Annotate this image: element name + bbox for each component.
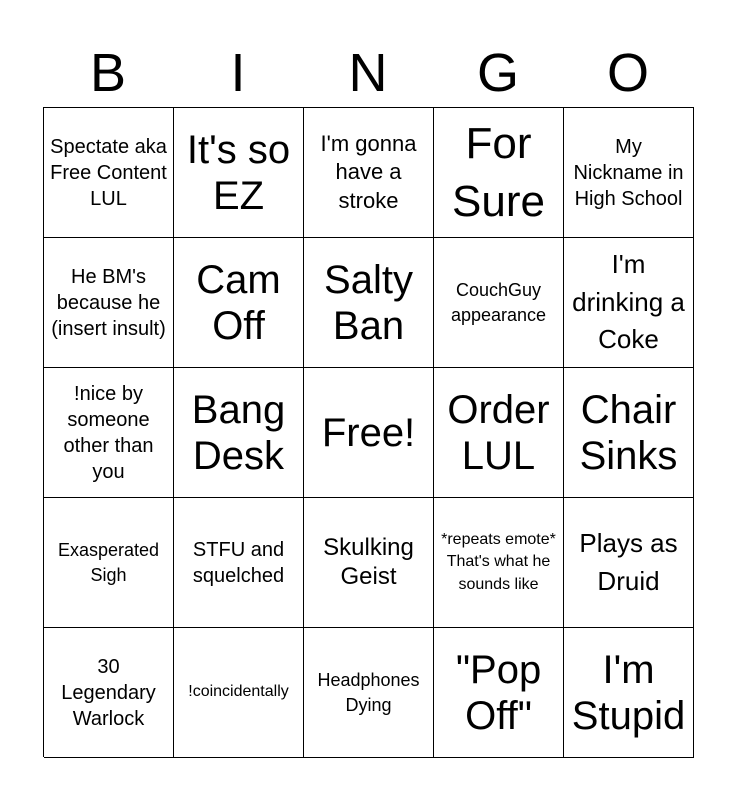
bingo-cell[interactable]: Plays as Druid [564,498,694,628]
bingo-cell[interactable]: Cam Off [174,238,304,368]
bingo-cell[interactable]: I'm drinking a Coke [564,238,694,368]
header-letter-i: I [230,43,246,103]
bingo-cell[interactable]: For Sure [434,108,564,238]
header-letter-o: O [606,43,649,103]
bingo-cell[interactable]: It's so EZ [174,108,304,238]
bingo-cell[interactable]: Skulking Geist [304,498,434,628]
bingo-card-grid [43,107,694,757]
bingo-cell[interactable]: Bang Desk [174,368,304,498]
bingo-cell[interactable]: !coincidentally [174,628,304,758]
bingo-header [43,40,693,106]
bingo-cell[interactable]: I'm Stupid [564,628,694,758]
bingo-cell[interactable]: Free! [304,368,434,498]
bingo-cell[interactable]: Order LUL [434,368,564,498]
bingo-cell[interactable]: *repeats emote* That's what he sounds like [434,498,564,628]
bingo-cell[interactable]: "Pop Off" [434,628,564,758]
bingo-cell[interactable]: My Nickname in High School [564,108,694,238]
bingo-cell[interactable]: Headphones Dying [304,628,434,758]
bingo-cell[interactable]: CouchGuy appearance [434,238,564,368]
bingo-cell[interactable]: Salty Ban [304,238,434,368]
bingo-cell[interactable]: Spectate aka Free Content LUL [44,108,174,238]
bingo-cell[interactable]: He BM's because he (insert insult) [44,238,174,368]
bingo-cell[interactable]: STFU and squelched [174,498,304,628]
header-letter-n: N [348,43,388,103]
bingo-cell[interactable]: !nice by someone other than you [44,368,174,498]
header-letter-g: G [476,43,519,103]
bingo-cell[interactable]: I'm gonna have a stroke [304,108,434,238]
header-letter-b: B [89,43,127,103]
bingo-cell[interactable]: Exasperated Sigh [44,498,174,628]
bingo-cell[interactable]: Chair Sinks [564,368,694,498]
bingo-cell[interactable]: 30 Legendary Warlock [44,628,174,758]
